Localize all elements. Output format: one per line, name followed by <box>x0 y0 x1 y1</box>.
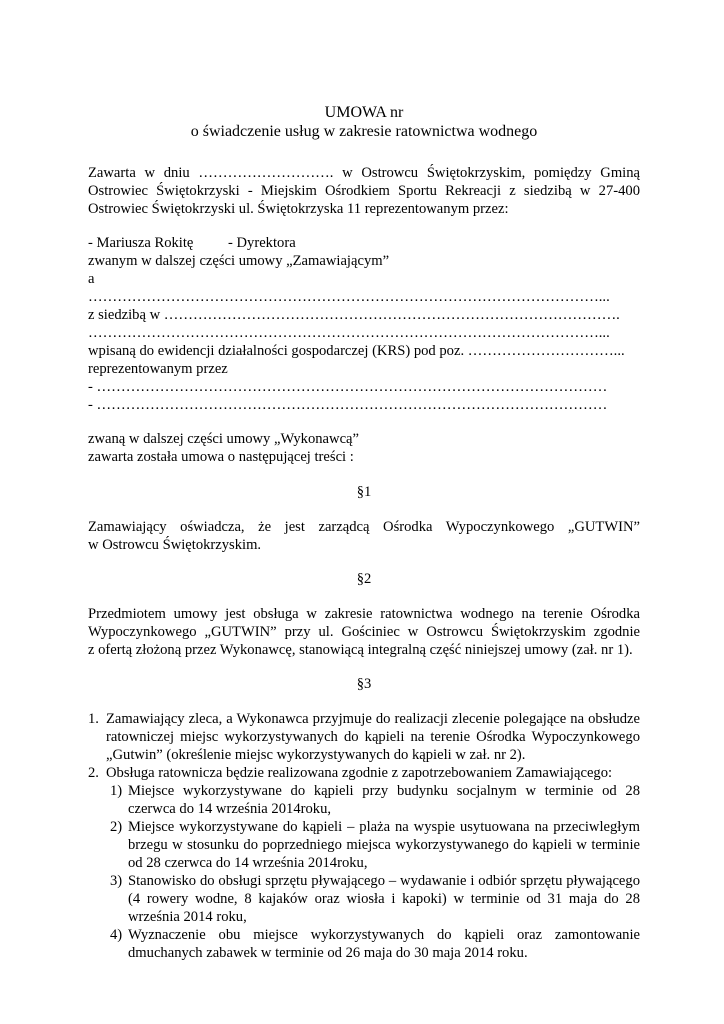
intro-line-3: Ostrowiec Świętokrzyski ul. Świętokrzyska 11 reprezentowanym przez: <box>88 201 509 217</box>
zamawiajacy-definition: zwanym w dalszej części umowy „Zamawiającym” <box>88 253 390 269</box>
conjunction-a: a <box>88 271 95 287</box>
intro-line-1: Zawarta w dniu ………………………. w Ostrowcu Świętokrzyskim, pomiędzy Gminą <box>88 165 640 181</box>
item-4-line-1: Wyznaczenie obu miejsce wykorzystywanych do kąpieli oraz zamontowanie <box>128 927 640 943</box>
item-3-line-3: września 2014 roku, <box>128 909 247 925</box>
intro-line-2: Ostrowiec Świętokrzyski - Miejskim Ośrodkiem Sportu Rekreacji z siedzibą w 27-400 <box>88 183 640 199</box>
item-1-number: 1) <box>110 783 123 799</box>
point-1-line-1: Zamawiający zleca, a Wykonawca przyjmuje do realizacji zlecenie polegające na obsłudze <box>106 711 640 727</box>
krs-registration-blank: wpisaną do ewidencji działalności gospodarczej (KRS) pod poz. …………………………... <box>88 343 625 359</box>
section-3-heading: §3 <box>356 676 372 692</box>
contractor-seat-blank: z siedzibą w …………………………………………………………………………………. <box>88 307 620 323</box>
representative-name: - Mariusza Rokitę <box>88 235 194 251</box>
item-2-line-2: brzegu w stosunku do poprzedniego miejsca wykorzystywanego do kąpieli w terminie <box>128 837 640 853</box>
representative-role: - Dyrektora <box>228 235 296 251</box>
section-1-line-2: w Ostrowcu Świętokrzyskim. <box>88 537 262 553</box>
item-3-number: 3) <box>110 873 123 889</box>
item-2-line-1: Miejsce wykorzystywane do kąpieli – plaża na wyspie usytuowana na przeciwległym <box>128 819 640 835</box>
wykonawca-definition: zwaną w dalszej części umowy „Wykonawcą” <box>88 431 360 447</box>
item-1-line-1: Miejsce wykorzystywane do kąpieli przy budynku socjalnym w terminie od 28 <box>128 783 640 799</box>
item-3-line-1: Stanowisko do obsługi sprzętu pływającego – wydawanie i odbiór sprzętu pływającego <box>128 873 640 889</box>
point-2-number: 2. <box>88 765 99 781</box>
item-1-line-2: czerwca do 14 września 2014roku, <box>128 801 332 817</box>
contract-subtitle: o świadczenie usług w zakresie ratownictwa wodnego <box>190 123 538 140</box>
point-2-line-1: Obsługa ratownicza będzie realizowana zgodnie z zapotrzebowaniem Zamawiającego: <box>106 765 613 781</box>
section-2-heading: §2 <box>356 571 372 587</box>
contractor-representative-2-blank: - …………………………………………………………………………………………… <box>88 397 608 413</box>
contractor-name-blank: ……………………………………………………………………………………………... <box>88 289 610 305</box>
item-3-line-2: (4 rowery wodne, 8 kajaków oraz wiosła i kapoki) w terminie od 31 maja do 28 <box>128 891 640 907</box>
represented-by-label: reprezentowanym przez <box>88 361 228 377</box>
point-1-number: 1. <box>88 711 99 727</box>
section-2-line-1: Przedmiotem umowy jest obsługa w zakresie ratownictwa wodnego na terenie Ośrodka <box>88 606 640 622</box>
contractor-representative-1-blank: - …………………………………………………………………………………………… <box>88 379 608 395</box>
item-2-line-3: od 28 czerwca do 14 września 2014roku, <box>128 855 368 871</box>
section-2-line-3: z ofertą złożoną przez Wykonawcę, stanowiącą integralną część niniejszej umowy (zał. nr 1). <box>88 642 633 658</box>
section-1-line-1: Zamawiający oświadcza, że jest zarządcą Ośrodka Wypoczynkowego „GUTWIN” <box>88 519 640 535</box>
section-2-line-2: Wypoczynkowego „GUTWIN” przy ul. Gościniec w Ostrowcu Świętokrzyskim zgodnie <box>88 624 640 640</box>
contract-title: UMOWA nr <box>324 104 404 121</box>
contract-content-intro: zawarta została umowa o następującej treści : <box>88 449 354 465</box>
section-1-heading: §1 <box>356 484 372 500</box>
point-1-line-2: ratowniczej miejsc wykorzystywanych do kąpieli na terenie Ośrodka Wypoczynkowego <box>106 729 640 745</box>
contractor-address-blank: ……………………………………………………………………………………………... <box>88 325 610 341</box>
item-4-line-2: dmuchanych zabawek w terminie od 26 maja do 30 maja 2014 roku. <box>128 945 528 961</box>
point-1-line-3: „Gutwin” (określenie miejsc wykorzystywanych do kąpieli w zał. nr 2). <box>106 747 526 763</box>
item-4-number: 4) <box>110 927 123 943</box>
item-2-number: 2) <box>110 819 123 835</box>
